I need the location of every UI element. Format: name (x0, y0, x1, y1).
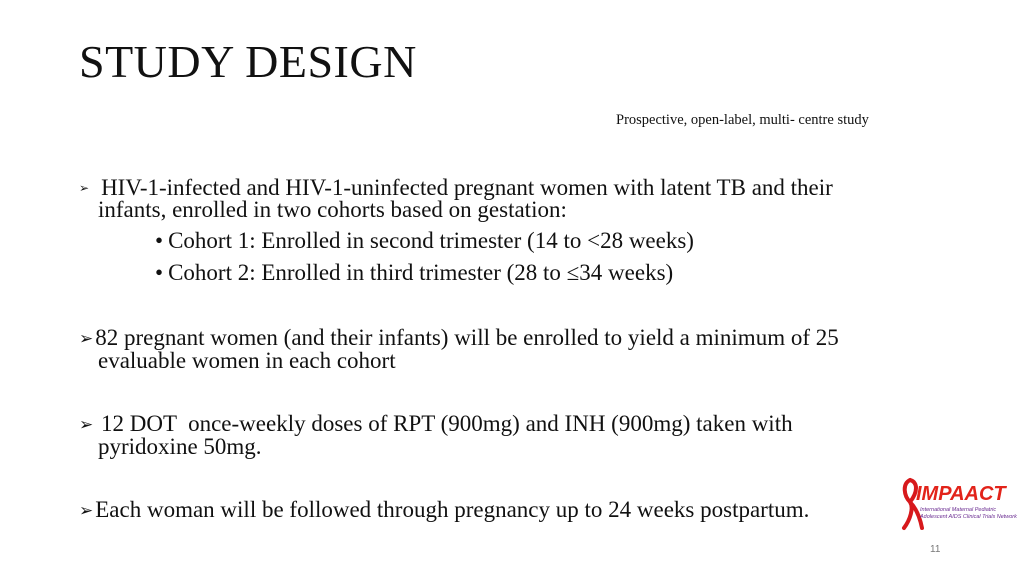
dot-bullet-icon: • (155, 228, 164, 253)
bullet-text-continued: infants, enrolled in two cohorts based on gestation: (98, 197, 567, 222)
arrow-bullet-icon: ➢ (79, 181, 90, 195)
bullet-text: HIV-1-infected and HIV-1-uninfected pregnant women with latent TB and their (101, 175, 833, 200)
sub-bullet-text: Cohort 2: Enrolled in third trimester (28 to ≤34 weeks) (168, 260, 674, 285)
impaact-logo (898, 474, 1018, 534)
sub-bullet-cohort-2 (155, 261, 673, 285)
slide-title: STUDY DESIGN (79, 36, 417, 87)
bullet-eligibility (79, 177, 939, 221)
logo-wordmark: IMPAACT (916, 483, 1006, 505)
arrow-bullet-icon: ➢ (79, 501, 94, 521)
red-ribbon-icon (898, 474, 1018, 534)
bullet-text: Each woman will be followed through pregnancy up to 24 weeks postpartum. (95, 497, 810, 522)
logo-tagline-1: International Maternal Pediatric (920, 507, 997, 513)
bullet-enrollment (79, 327, 939, 372)
dot-bullet-icon: • (155, 260, 164, 285)
bullet-text-continued: pyridoxine 50mg. (98, 434, 262, 459)
arrow-bullet-icon: ➢ (79, 415, 94, 435)
bullet-text-continued: evaluable women in each cohort (98, 348, 396, 373)
sub-bullet-text: Cohort 1: Enrolled in second trimester (14 to <28 weeks) (168, 228, 694, 253)
bullet-text: 12 DOT once-weekly doses of RPT (900mg) and INH (900mg) taken with (95, 411, 793, 436)
logo-tagline-2: Adolescent AIDS Clinical Trials Network (920, 514, 1017, 520)
sub-bullet-cohort-1 (155, 229, 694, 253)
slide-subtitle: Prospective, open-label, multi- centre study (616, 112, 869, 128)
bullet-text: 82 pregnant women (and their infants) will be enrolled to yield a minimum of 25 (95, 325, 839, 350)
arrow-bullet-icon: ➢ (79, 329, 94, 349)
page-number: 11 (930, 544, 941, 555)
bullet-follow-up (79, 499, 939, 522)
bullet-dosing (79, 413, 939, 458)
